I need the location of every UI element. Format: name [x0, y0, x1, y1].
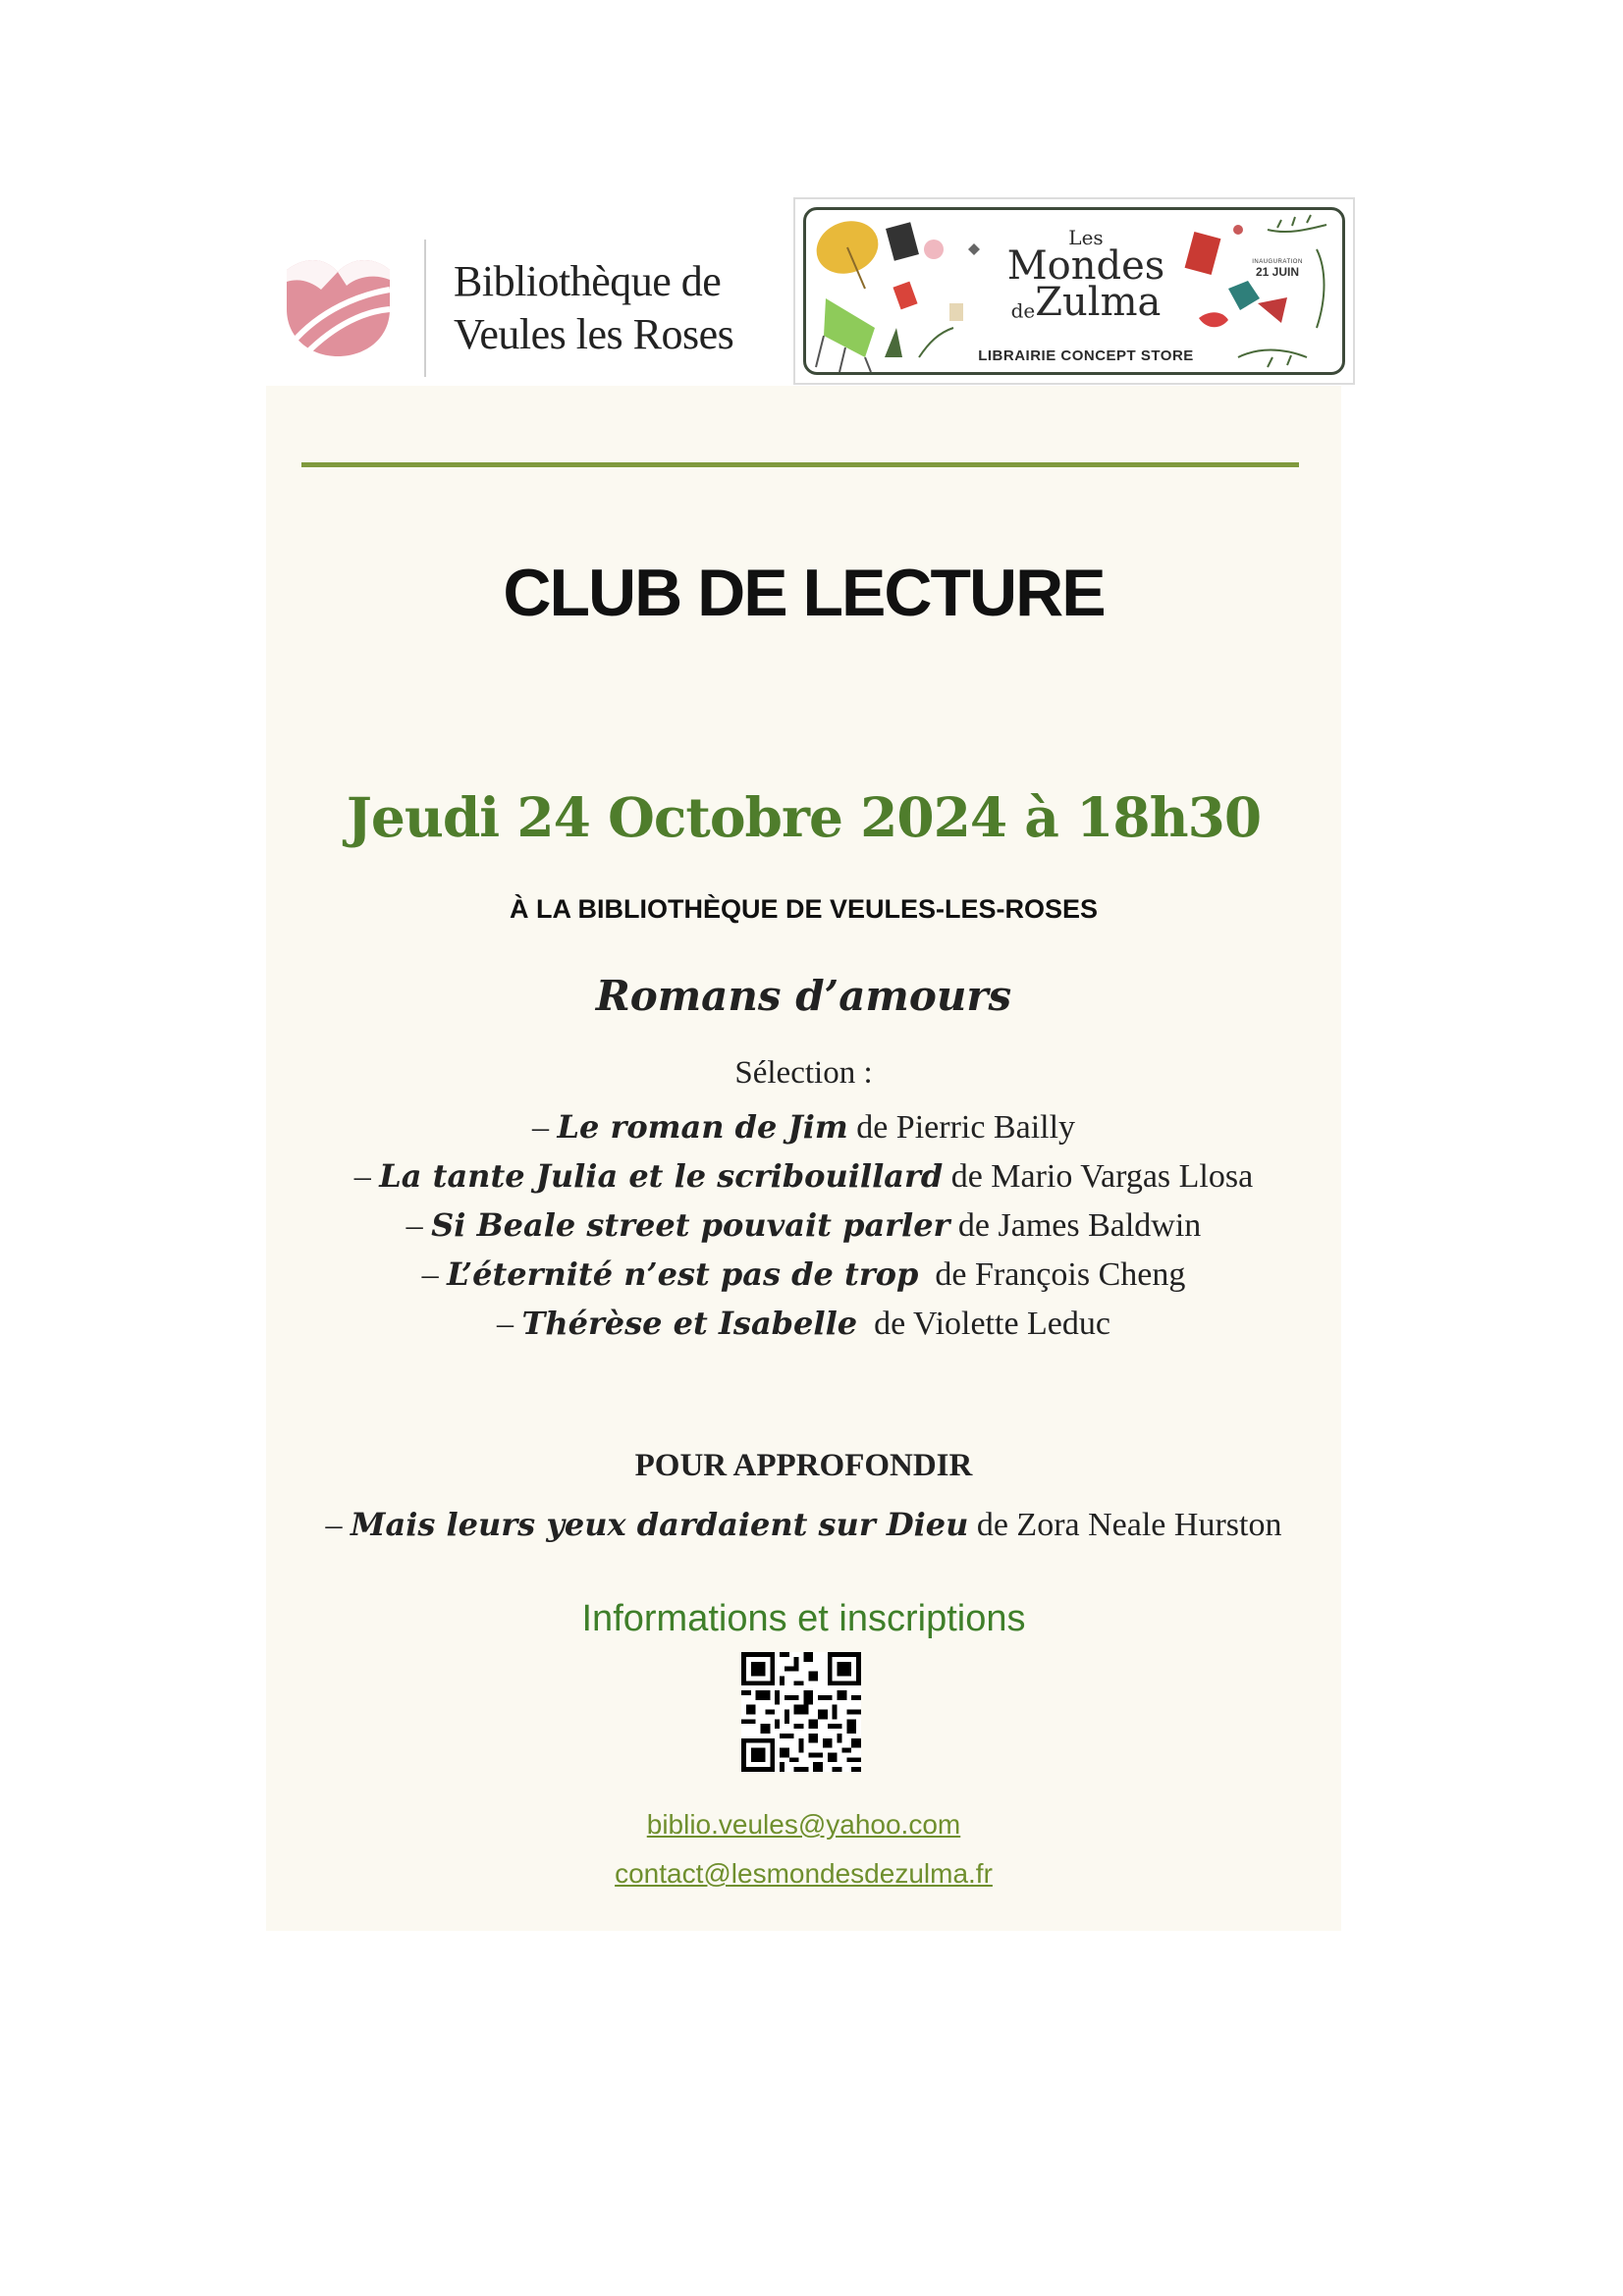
event-venue: À LA BIBLIOTHÈQUE DE VEULES-LES-ROSES [509, 894, 1099, 924]
deeper-heading: POUR APPROFONDIR [634, 1448, 973, 1483]
dragonfly-icon [968, 243, 980, 255]
book-icon [886, 222, 919, 261]
book-title: Si Beale street pouvait parler [431, 1206, 950, 1244]
library-name [454, 255, 733, 361]
qr-code-icon[interactable] [741, 1652, 861, 1772]
flower-icon [924, 240, 944, 259]
book-item: – La tante Julia et le scribouillard de Mario Vargas Llosa [353, 1157, 1254, 1195]
event-date: Jeudi 24 Octobre 2024 à 18h30 [346, 785, 1262, 849]
shorts-icon [1199, 312, 1228, 327]
book-item: – L’éternité n’est pas de trop de François Cheng [421, 1255, 1186, 1293]
book-title: Thérèse et Isabelle [521, 1305, 858, 1342]
book-list [266, 1102, 1341, 1348]
bookstore-name [1002, 228, 1169, 323]
book-icon [1185, 232, 1221, 275]
book-item: – Le roman de Jim de Pierric Bailly [531, 1108, 1076, 1146]
deeper-book-item: – Mais leurs yeux dardaient sur Dieu de Zora Neale Hurston [325, 1506, 1282, 1543]
deckchair-icon [816, 298, 875, 372]
bookstore-logo-frame [803, 207, 1345, 375]
info-heading: Informations et inscriptions [581, 1598, 1026, 1639]
bookstore-name-mondes: Mondes [1006, 243, 1165, 289]
bookstore-tagline: LIBRAIRIE CONCEPT STORE [978, 347, 1194, 364]
bookstore-name-les: Les [1068, 226, 1104, 249]
book-title: Le roman de Jim [557, 1108, 848, 1146]
fabric-icon [1258, 297, 1287, 323]
plant-icon [885, 328, 902, 357]
inauguration-date: 21 JUIN [1255, 265, 1300, 279]
bookstore-logo [793, 197, 1355, 385]
rose-icon [282, 250, 395, 358]
book-title: Mais leurs yeux dardaient sur Dieu [351, 1506, 969, 1543]
book-icon [893, 282, 917, 310]
inauguration-badge [1248, 259, 1307, 279]
logo-divider [424, 240, 426, 377]
hat-icon [1228, 281, 1260, 310]
email-link-library[interactable]: biblio.veules@yahoo.com [646, 1809, 961, 1840]
event-theme: Romans d’amours [595, 972, 1012, 1020]
library-logo [282, 236, 792, 383]
bookstore-name-zulma: Zulma [1035, 280, 1162, 325]
umbrella-icon [809, 213, 886, 289]
book-title: La tante Julia et le scribouillard [379, 1157, 944, 1195]
library-name-line2: Veules les Roses [454, 310, 734, 358]
inauguration-label: INAUGURATION [1252, 259, 1303, 265]
cup-icon [949, 303, 963, 321]
library-name-line1: Bibliothèque de [454, 257, 722, 305]
book-item: – Si Beale street pouvait parler de James Baldwin [406, 1206, 1202, 1244]
green-divider [301, 462, 1299, 467]
selection-label: Sélection : [734, 1055, 873, 1091]
bookstore-name-de: de [1010, 298, 1036, 323]
book-item: – Thérèse et Isabelle de Violette Leduc [497, 1305, 1110, 1342]
book-title: L’éternité n’est pas de trop [447, 1255, 919, 1293]
page-title: CLUB DE LECTURE [503, 556, 1105, 630]
email-link-bookstore[interactable]: contact@lesmondesdezulma.fr [615, 1858, 993, 1889]
